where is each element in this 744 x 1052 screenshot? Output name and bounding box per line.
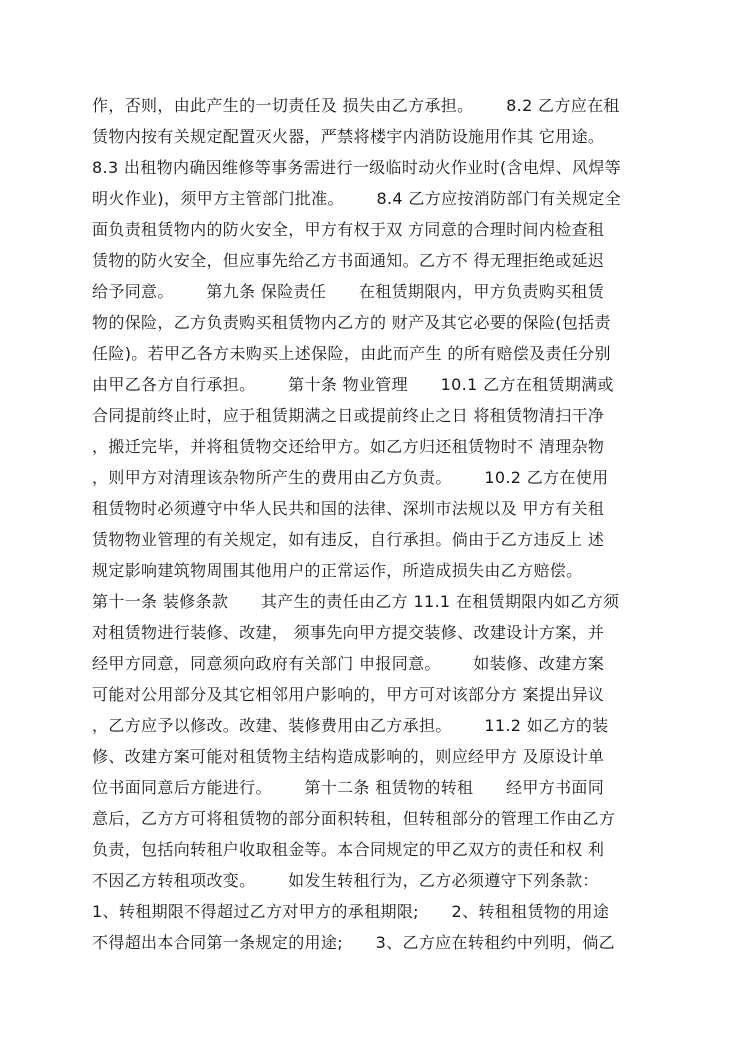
text-line: 位书面同意后方能进行。 第十二条 租赁物的转租 经甲方书面同: [92, 778, 605, 797]
text-line: 修、改建方案可能对租赁物主结构造成影响的，则应经甲方 及原设计单: [92, 747, 605, 766]
text-line: 赁物的防火安全，但应事先给乙方书面通知。乙方不 得无理拒绝或延迟: [92, 251, 605, 270]
text-line: 可能对公用部分及其它相邻用户影响的，甲方可对该部分方 案提出异议: [92, 685, 605, 704]
text-line: 第十一条 装修条款 其产生的责任由乙方 11.1 在租赁期限内如乙方须: [92, 592, 620, 611]
text-line: 对租赁物进行装修、改建， 须事先向甲方提交装修、改建设计方案，并: [92, 623, 605, 642]
text-line: 任险)。若甲乙各方未购买上述保险，由此而产生 的所有赔偿及责任分别: [92, 344, 611, 363]
text-line: 1、转租期限不得超过乙方对甲方的承租期限; 2、转租租赁物的用途: [92, 902, 610, 921]
text-line: 意后，乙方方可将租赁物的部分面积转租，但转租部分的管理工作由乙方: [92, 809, 616, 828]
text-line: 8.3 出租物内确因维修等事务需进行一级临时动火作业时(含电焊、风焊等: [92, 158, 622, 177]
text-line: 赁物物业管理的有关规定，如有违反，自行承担。倘由于乙方违反上 述: [92, 530, 605, 549]
text-line: 经甲方同意，同意须向政府有关部门 申报同意。 如装修、改建方案: [92, 654, 605, 673]
text-line: 明火作业)，须甲方主管部门批准。 8.4 乙方应按消防部门有关规定全: [92, 189, 621, 208]
text-line: 规定影响建筑物周围其他用户的正常运作，所造成损失由乙方赔偿。: [92, 561, 583, 580]
text-line: 不因乙方转租项改变。 如发生转租行为，乙方必须遵守下列条款：: [92, 871, 599, 890]
text-line: 不得超出本合同第一条规定的用途; 3、乙方应在转租约中列明，倘乙: [92, 933, 616, 952]
text-line: 合同提前终止时，应于租赁期满之日或提前终止之日 将租赁物清扫干净: [92, 406, 605, 425]
text-line: 负责，包括向转租户收取租金等。本合同规定的甲乙双方的责任和权 利: [92, 840, 605, 859]
text-line: ，乙方应予以修改。改建、装修费用由乙方承担。 11.2 如乙方的装: [92, 716, 609, 735]
text-line: ，搬迁完毕，并将租赁物交还给甲方。如乙方归还租赁物时不 清理杂物: [92, 437, 605, 456]
text-line: 由甲乙各方自行承担。 第十条 物业管理 10.1 乙方在租赁期满或: [92, 375, 614, 394]
text-line: 赁物内按有关规定配置灭火器，严禁将楼宇内消防设施用作其 它用途。: [92, 127, 605, 146]
text-line: ，则甲方对清理该杂物所产生的费用由乙方负责。 10.2 乙方在使用: [92, 468, 609, 487]
text-line: 物的保险，乙方负责购买租赁物内乙方的 财产及其它必要的保险(包括责: [92, 313, 611, 332]
text-line: 租赁物时必须遵守中华人民共和国的法律、深圳市法规以及 甲方有关租: [92, 499, 605, 518]
contract-text-body: [92, 90, 662, 958]
text-line: 作，否则，由此产生的一切责任及 损失由乙方承担。 8.2 乙方应在租: [92, 96, 620, 115]
text-line: 给予同意。 第九条 保险责任 在租赁期限内，甲方负责购买租赁: [92, 282, 605, 301]
text-line: 面负责租赁物内的防火安全，甲方有权于双 方同意的合理时间内检查租: [92, 220, 605, 239]
